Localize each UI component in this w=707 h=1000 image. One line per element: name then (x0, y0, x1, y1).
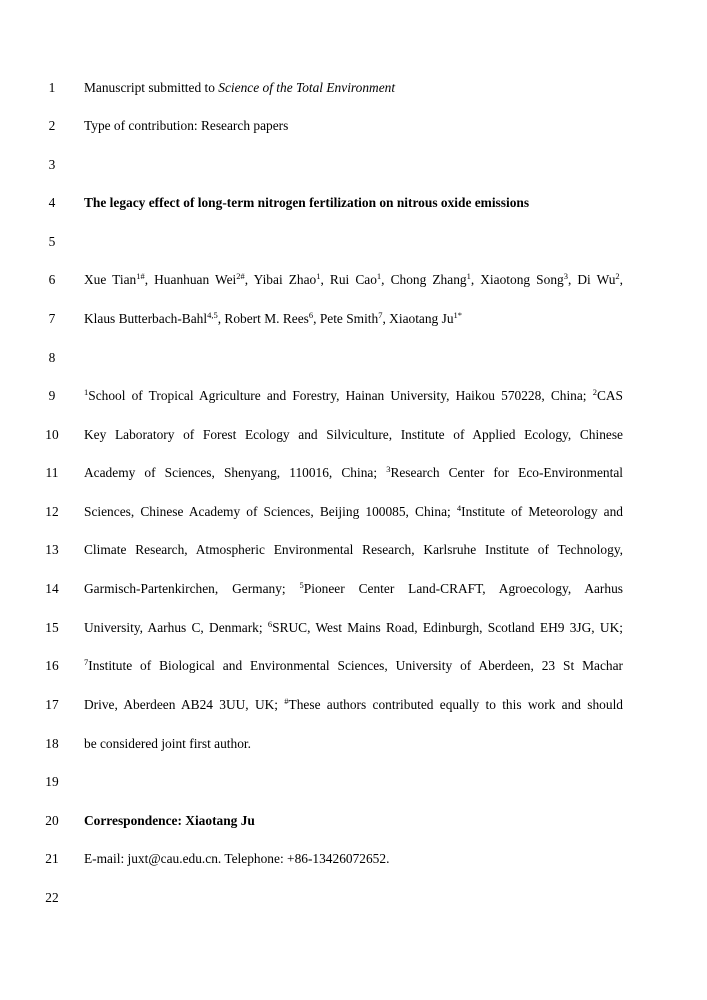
author-affiliation-marker: 3 (563, 271, 568, 281)
author-affiliation-marker: 7 (378, 310, 383, 320)
line-11 (0, 463, 707, 483)
line-number: 11 (45, 465, 59, 480)
line-14 (0, 579, 707, 599)
author-separator: , (381, 272, 391, 287)
author-separator: , (313, 311, 320, 326)
line-2 (0, 116, 707, 136)
author-separator: , (144, 272, 155, 287)
line-number: 2 (48, 118, 56, 133)
line-number: 17 (45, 697, 59, 712)
line-20 (0, 811, 707, 831)
author-name: Xue Tian (84, 272, 137, 287)
author-separator: , (567, 272, 578, 287)
author-affiliation-marker: 6 (308, 310, 314, 320)
author-affiliation-marker: 2 (615, 271, 620, 281)
line-16 (0, 656, 707, 676)
author-list-line-1 (84, 270, 623, 290)
affiliation-marker: 2 (592, 387, 597, 397)
affiliation-text: Pioneer Center Land-CRAFT, Agroecology, Aarhus (303, 581, 623, 596)
line-number: 10 (45, 427, 59, 442)
line-17 (0, 695, 707, 715)
author-separator: , (619, 272, 624, 287)
affiliation-line (84, 386, 623, 406)
author-affiliation-marker: 2# (236, 271, 245, 281)
submission-prefix: Manuscript submitted to (84, 80, 219, 95)
affiliation-marker: 6 (267, 619, 273, 629)
line-number: 21 (45, 851, 59, 866)
affiliation-text: Climate Research, Atmospheric Environmental Research, Karlsruhe Institute of Technology, (84, 542, 623, 557)
contribution-type: Type of contribution: Research papers (84, 118, 289, 133)
affiliation-text: Institute of Biological and Environmental Sciences, University of Aberdeen, 23 St Machar (88, 658, 623, 673)
affiliation-text: SRUC, West Mains Road, Edinburgh, Scotland EH9 3JG, UK; (272, 620, 623, 635)
affiliation-marker: 7 (84, 657, 89, 667)
line-9 (0, 386, 707, 406)
line-15 (0, 618, 707, 638)
line-number: 16 (45, 658, 59, 673)
affiliation-line (84, 540, 623, 560)
line-number: 8 (48, 350, 56, 365)
author-separator: , (217, 311, 225, 326)
line-18 (0, 734, 707, 754)
affiliation-text: Key Laboratory of Forest Ecology and Silviculture, Institute of Applied Ecology, Chinese (84, 427, 623, 442)
line-7 (0, 309, 707, 329)
line-13 (0, 540, 707, 560)
line-3 (0, 155, 707, 175)
author-separator: , (244, 272, 254, 287)
affiliation-text: School of Tropical Agriculture and Forestry, Hainan University, Haikou 570228, China; (88, 388, 593, 403)
author-name: Rui Cao (329, 272, 377, 287)
affiliation-line (84, 425, 623, 445)
affiliation-line (84, 734, 623, 754)
author-affiliation-marker: 1 (316, 271, 321, 281)
author-affiliation-marker: 1* (453, 310, 463, 320)
affiliation-text: be considered joint first author. (84, 736, 251, 751)
line-number: 7 (48, 311, 56, 326)
author-name: Xiaotong Song (480, 272, 564, 287)
affiliation-text: CAS (596, 388, 623, 403)
line-number: 13 (45, 542, 59, 557)
affiliation-marker: 5 (299, 580, 304, 590)
line-number: 19 (45, 774, 59, 789)
line-6 (0, 270, 707, 290)
author-separator: , (382, 311, 390, 326)
affiliation-text: Garmisch-Partenkirchen, Germany; (84, 581, 300, 596)
affiliation-text: Institute of Meteorology and (461, 504, 624, 519)
line-number: 4 (48, 195, 56, 210)
author-name: Klaus Butterbach-Bahl (84, 311, 208, 326)
line-21 (0, 849, 707, 869)
affiliation-marker: # (284, 696, 289, 706)
line-5 (0, 232, 707, 252)
affiliation-text: Research Center for Eco-Environmental (390, 465, 623, 480)
affiliation-marker: 3 (386, 464, 391, 474)
line-number: 5 (48, 234, 56, 249)
contact-info: E-mail: juxt@cau.edu.cn. Telephone: +86-13426072652. (84, 851, 390, 866)
line-number: 14 (45, 581, 59, 596)
affiliation-line (84, 656, 623, 676)
author-name: Yibai Zhao (253, 272, 317, 287)
affiliation-text: University, Aarhus C, Denmark; (84, 620, 268, 635)
line-10 (0, 425, 707, 445)
line-number: 9 (48, 388, 56, 403)
affiliation-marker: 1 (84, 387, 89, 397)
paper-title: The legacy effect of long-term nitrogen fertilization on nitrous oxide emissions (84, 195, 530, 210)
affiliation-text: Academy of Sciences, Shenyang, 110016, China; (84, 465, 387, 480)
author-affiliation-marker: 4,5 (207, 310, 218, 320)
line-8 (0, 348, 707, 368)
author-name: Pete Smith (319, 311, 379, 326)
journal-name: Science of the Total Environment (218, 80, 396, 95)
line-22 (0, 888, 707, 908)
author-separator: , (320, 272, 330, 287)
line-number: 22 (45, 890, 59, 905)
affiliation-marker: 4 (456, 503, 462, 513)
line-number: 3 (48, 157, 56, 172)
line-number: 20 (45, 813, 59, 828)
line-number: 1 (48, 80, 56, 95)
author-name: Chong Zhang (390, 272, 467, 287)
line-1 (0, 78, 707, 98)
line-4 (0, 193, 707, 213)
author-name: Huanhuan Wei (154, 272, 237, 287)
affiliation-text: Sciences, Chinese Academy of Sciences, Beijing 100085, China; (84, 504, 457, 519)
line-19 (0, 772, 707, 792)
affiliation-line (84, 618, 623, 638)
author-affiliation-marker: 1# (136, 271, 145, 281)
author-separator: , (470, 272, 481, 287)
line-number: 12 (45, 504, 59, 519)
affiliation-line (84, 502, 623, 522)
affiliation-line (84, 695, 623, 715)
author-affiliation-marker: 1 (376, 271, 382, 281)
line-number: 18 (45, 736, 59, 751)
line-number: 15 (45, 620, 59, 635)
author-name: Robert M. Rees (224, 311, 309, 326)
author-name: Xiaotang Ju (389, 311, 454, 326)
author-name: Di Wu (577, 272, 616, 287)
submission-note (84, 78, 623, 98)
correspondence-heading: Correspondence: Xiaotang Ju (84, 813, 255, 828)
affiliation-text: Drive, Aberdeen AB24 3UU, UK; (84, 697, 285, 712)
line-number: 6 (48, 272, 56, 287)
line-12 (0, 502, 707, 522)
author-affiliation-marker: 1 (466, 271, 471, 281)
affiliation-line (84, 579, 623, 599)
affiliation-text: These authors contributed equally to this work and should (288, 697, 623, 712)
author-list-line-2 (84, 309, 623, 329)
affiliation-line (84, 463, 623, 483)
